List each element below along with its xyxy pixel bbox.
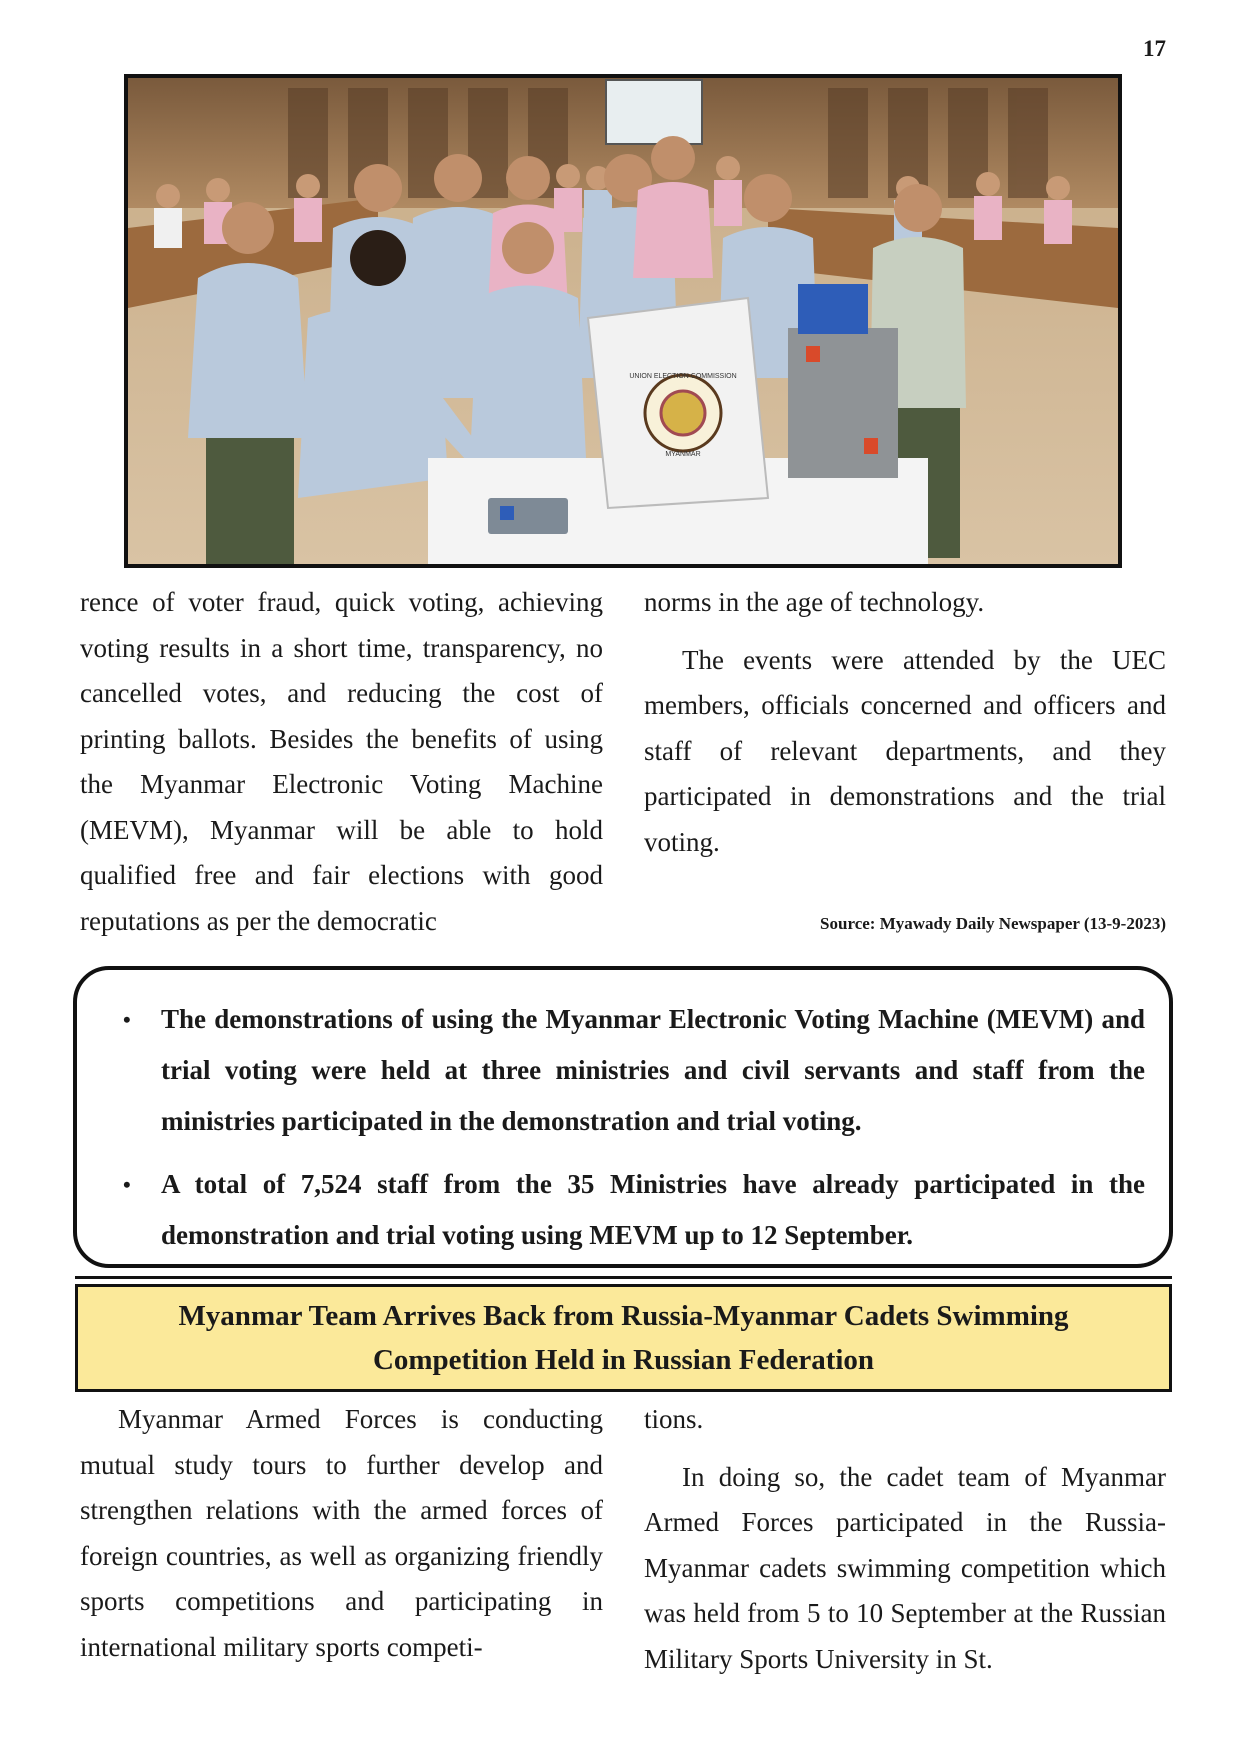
article2-headline: Myanmar Team Arrives Back from Russia-Myanmar Cadets Swimming Competition Held in Russian Federation xyxy=(75,1284,1172,1392)
article1-right-column xyxy=(644,580,1166,865)
bullet-icon: • xyxy=(123,1172,131,1197)
svg-text:UNION ELECTION COMMISSION: UNION ELECTION COMMISSION xyxy=(629,373,737,380)
highlight-item: • The demonstrations of using the Myanmar Electronic Voting Machine (MEVM) and trial voting were held at three ministries and civil servants and staff from the ministries participated in the demonstration and trial voting. xyxy=(123,994,1145,1147)
article1-left-text: rence of voter fraud, quick voting, achieving voting results in a short time, transparency, no cancelled votes, and reducing the cost of printing ballots. Besides the benefits of using the Myanmar Electronic Voting Machine (MEVM), Myanmar will be able to hold qualified free and fair elections with good reputations as per the democratic xyxy=(80,587,603,936)
voting-booth xyxy=(588,298,768,508)
article1-left-column xyxy=(80,580,603,944)
article2-left-column xyxy=(80,1397,603,1670)
bullet-icon: • xyxy=(123,1007,131,1032)
highlight-box xyxy=(73,966,1173,1268)
svg-text:MYANMAR: MYANMAR xyxy=(665,451,701,458)
article2-right-text-2: In doing so, the cadet team of Myanmar Armed Forces participated in the Russia-Myanmar cadets swimming competition which was held from 5 to 10 September at the Russian Military Sports University in St. xyxy=(644,1461,1166,1674)
article1-right-text-2: The events were attended by the UEC members, officials concerned and officers and staff of relevant departments, and they participated in demonstrations and the trial voting. xyxy=(644,644,1166,857)
article1-right-text-1: norms in the age of technology. xyxy=(644,587,985,617)
source-credit: Source: Myawady Daily Newspaper (13-9-2023) xyxy=(820,914,1166,933)
article2-left-text: Myanmar Armed Forces is conducting mutual study tours to further develop and strengthen relations with the armed forces of foreign countries, as well as organizing friendly sports competitions and participating in international military sports competi- xyxy=(80,1404,603,1662)
projector-screen xyxy=(606,80,702,144)
article2-right-text-1: tions. xyxy=(644,1404,704,1434)
page-number: 17 xyxy=(1143,36,1166,61)
voting-demonstration-illustration xyxy=(128,78,1118,564)
article2-right-column xyxy=(644,1397,1166,1682)
news-photo xyxy=(124,74,1122,568)
section-divider xyxy=(75,1276,1172,1279)
highlight-item: • A total of 7,524 staff from the 35 Ministries have already participated in the demonstration and trial voting using MEVM up to 12 September. xyxy=(123,1159,1145,1261)
highlight-list xyxy=(123,994,1145,1261)
